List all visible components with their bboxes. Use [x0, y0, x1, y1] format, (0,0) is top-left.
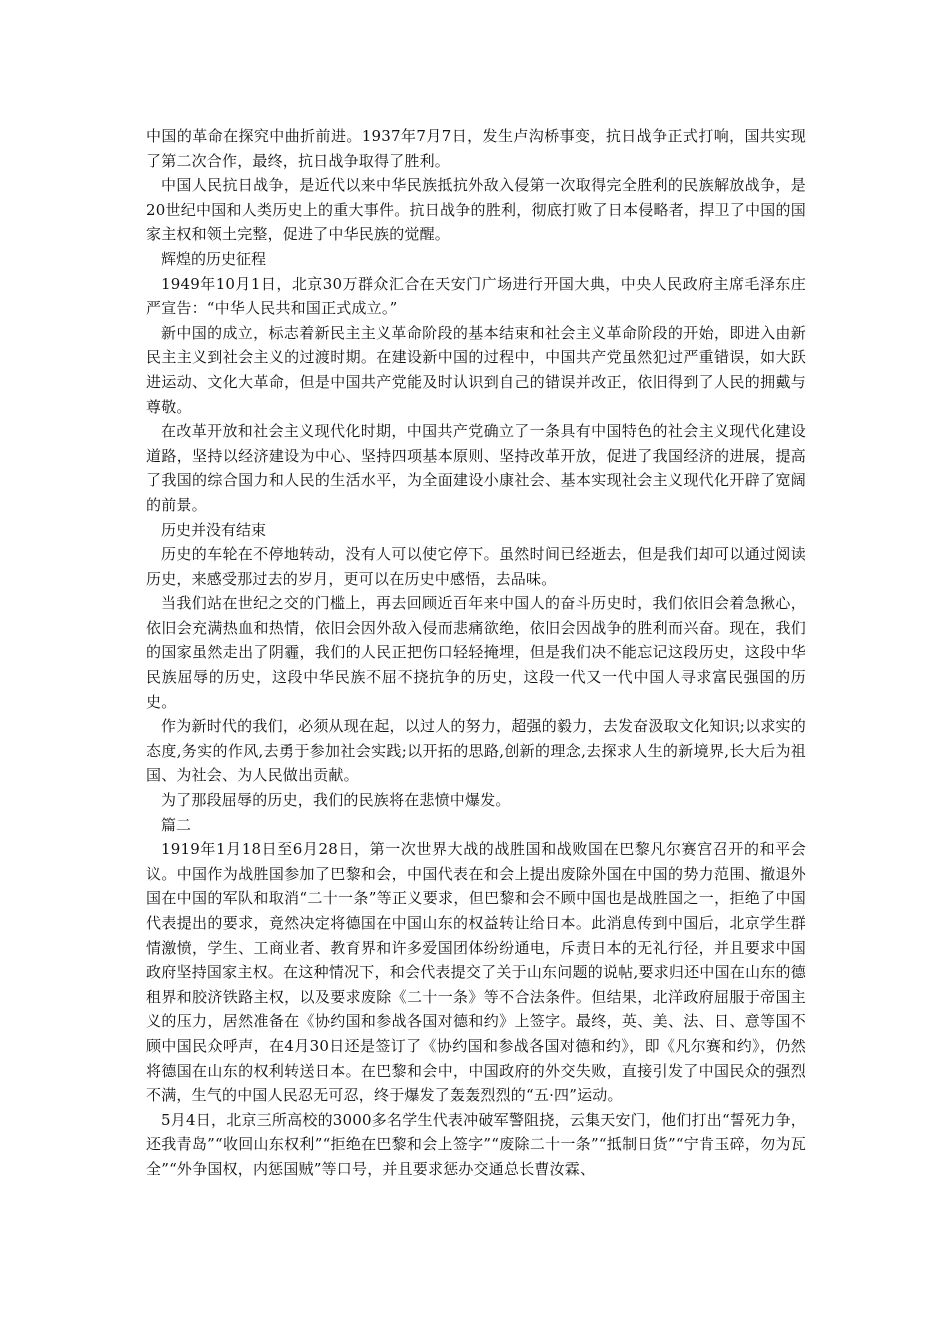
paragraph-4: 新中国的成立，标志着新民主主义革命阶段的基本结束和社会主义革命阶段的开始，即进入由新民主主义到社会主义的过渡时期。在建设新中国的过程中，中国共产党虽然犯过严重错误，如大跃进运动、文化大革命，但是中国共产党能及时认识到自己的错误并改正，依旧得到了人民的拥戴与尊敬。	[146, 323, 806, 416]
paragraph-8: 作为新时代的我们，必须从现在起，以过人的努力，超强的毅力，去发奋汲取文化知识;以求实的态度,务实的作风,去勇于参加社会实践;以开拓的思路,创新的理念,去探求人生的新境界,长大后为祖国、为社会、为人民做出贡献。	[146, 717, 806, 785]
section-heading-history-not-over: 历史并没有结束	[161, 520, 267, 539]
paragraph-2: 中国人民抗日战争，是近代以来中华民族抵抗外敌入侵第一次取得完全胜利的民族解放战争，是20世纪中国和人类历史上的重大事件。抗日战争的胜利，彻底打败了日本侵略者，捍卫了中国的国家主权和领土完整，促进了中华民族的觉醒。	[146, 176, 806, 244]
paragraph-10: 1919年1月18日至6月28日，第一次世界大战的战胜国和战败国在巴黎凡尔赛宫召开的和平会议。中国作为战胜国参加了巴黎和会，中国代表在和会上提出废除外国在中国的势力范围、撤退外国在中国的军队和取消“二十一条”等正义要求，但巴黎和会不顾中国也是战胜国之一，拒绝了中国代表提出的要求，竟然决定将德国在中国山东的权益转让给日本。此消息传到中国后，北京学生群情激愤，学生、工商业者、教育界和许多爱国团体纷纷通电，斥责日本的无礼行径，并且要求中国政府坚持国家主权。在这种情况下，和会代表提交了关于山东问题的说帖,要求归还中国在山东的德租界和胶济铁路主权，以及要求废除《二十一条》等不合法条件。但结果，北洋政府屈服于帝国主义的压力，居然准备在《协约国和参战各国对德和约》上签字。最终，英、美、法、日、意等国不顾中国民众呼声，在4月30日还是签订了《协约国和参战各国对德和约》，即《凡尔赛和约》，仍然将德国在山东的权利转送日本。在巴黎和会中，中国政府的外交失败，直接引发了中国民众的强烈不满，生气的中国人民忍无可忍，终于爆发了轰轰烈烈的“五·四”运动。	[146, 840, 806, 1105]
paragraph-3: 1949年10月1日，北京30万群众汇合在天安门广场进行开国大典，中央人民政府主席毛泽东庄严宣告：“中华人民共和国正式成立。”	[146, 274, 806, 318]
paragraph-1: 中国的革命在探究中曲折前进。1937年7月7日，发生卢沟桥事变，抗日战争正式打响，国共实现了第二次合作，最终，抗日战争取得了胜利。	[146, 127, 806, 170]
section-heading-part-two: 篇二	[161, 815, 192, 834]
section-heading-glorious-journey: 辉煌的历史征程	[161, 249, 267, 268]
paragraph-6: 历史的车轮在不停地转动，没有人可以使它停下。虽然时间已经逝去，但是我们却可以通过阅读历史，来感受那过去的岁月，更可以在历史中感悟，去品味。	[146, 545, 806, 588]
paragraph-7: 当我们站在世纪之交的门槛上，再去回顾近百年来中国人的奋斗历史时，我们依旧会着急揪心，依旧会充满热血和热情，依旧会因外敌入侵而悲痛欲绝，依旧会因战争的胜利而兴奋。现在，我们的国家虽然走出了阴霾，我们的人民正把伤口轻轻掩埋，但是我们决不能忘记这段历史，这段中华民族屈辱的历史，这段中华民族不屈不挠抗争的历史，这段一代又一代中国人寻求富民强国的历史。	[146, 594, 806, 711]
paragraph-9: 为了那段屈辱的历史，我们的民族将在悲愤中爆发。	[161, 791, 511, 810]
document-page	[146, 124, 806, 1182]
paragraph-11: 5月4日，北京三所高校的3000多名学生代表冲破军警阻挠，云集天安门，他们打出“誓死力争，还我青岛”“收回山东权利”“拒绝在巴黎和会上签字”“废除二十一条”“抵制日货”“宁肯玉碎，勿为瓦全”“外争国权，内惩国贼”等口号，并且要求惩办交通总长曹汝霖、	[146, 1110, 806, 1178]
paragraph-5: 在改革开放和社会主义现代化时期，中国共产党确立了一条具有中国特色的社会主义现代化建设道路，坚持以经济建设为中心、坚持四项基本原则、坚持改革开放，促进了我国经济的进展，提高了我国的综合国力和人民的生活水平，为全面建设小康社会、基本实现社会主义现代化开辟了宽阔的前景。	[146, 422, 806, 514]
